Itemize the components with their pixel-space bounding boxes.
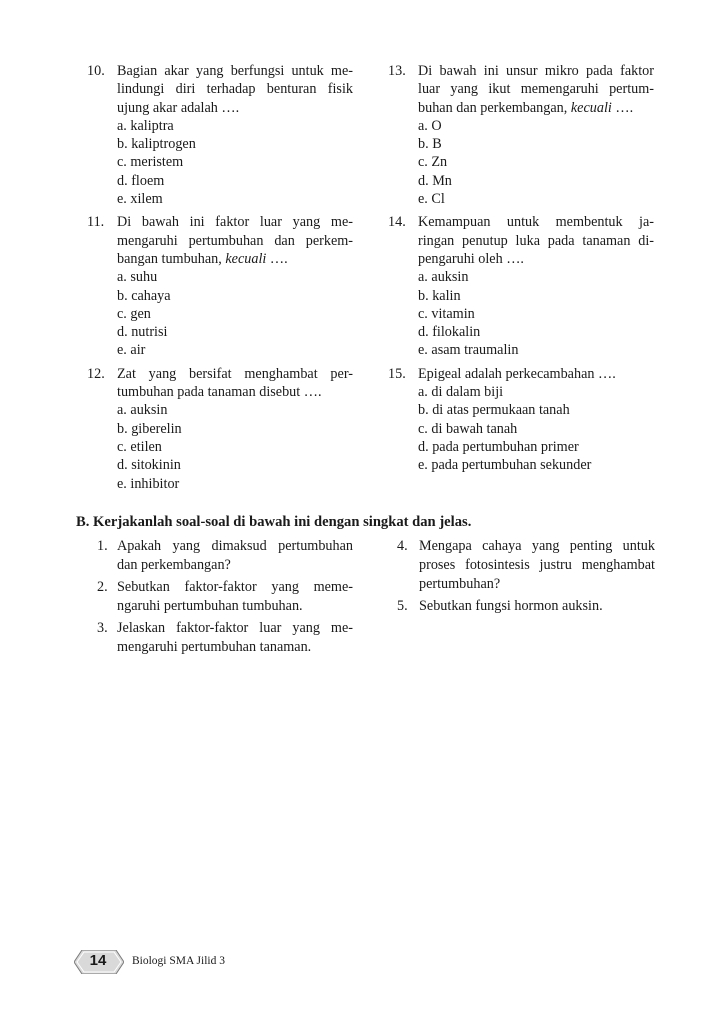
section-b-title: B. Kerjakanlah soal-soal di bawah ini dengan singkat dan jelas. [76, 514, 472, 530]
option: c. gen [117, 305, 151, 322]
option: a. auksin [117, 402, 168, 419]
options-list [418, 383, 654, 474]
question-stem: Jelaskan faktor-faktor luar yang me- mengaruhi pertumbuhan tanaman. [117, 620, 353, 655]
option: a. auksin [418, 269, 469, 286]
option: e. Cl [418, 191, 445, 208]
question-number: 12. [87, 365, 105, 382]
essay-left-column [97, 537, 353, 660]
option: b. di atas permukaan tanah [418, 402, 570, 419]
question-13 [388, 62, 654, 208]
essay-question-3 [97, 619, 353, 657]
question-number: 15. [388, 365, 406, 382]
options-list [418, 268, 654, 359]
question-number: 1. [97, 538, 108, 554]
option: e. pada pertumbuhan sekunder [418, 457, 592, 474]
option: b. B [418, 136, 442, 153]
options-list [117, 117, 353, 208]
option: a. di dalam biji [418, 384, 504, 401]
option: e. inhibitor [117, 475, 180, 492]
question-10 [87, 62, 353, 208]
page-number: 14 [89, 952, 107, 969]
option: b. kalin [418, 287, 461, 304]
options-list [418, 117, 654, 208]
option: a. kaliptra [117, 117, 174, 134]
question-stem: Di bawah ini faktor luar yang me- mengaruhi pertumbuhan dan perkem- bangan tumbuhan, kecuali …. [117, 214, 353, 267]
question-number: 14. [388, 214, 406, 231]
option: d. sitokinin [117, 457, 181, 474]
question-number: 5. [397, 598, 408, 614]
question-14 [388, 213, 654, 359]
option: b. kaliptrogen [117, 136, 196, 153]
essay-question-4 [397, 537, 655, 594]
questions-right-column [388, 62, 654, 480]
page-number-badge [74, 950, 124, 974]
question-number: 3. [97, 620, 108, 636]
question-stem: Kemampuan untuk membentuk ja- ringan penutup luka pada tanaman di- pengaruhi oleh …. [418, 214, 654, 267]
option: e. asam traumalin [418, 342, 519, 359]
question-number: 2. [97, 579, 108, 595]
essay-question-1 [97, 537, 353, 575]
option: d. filokalin [418, 324, 481, 341]
question-number: 13. [388, 63, 406, 79]
option: b. cahaya [117, 287, 171, 304]
question-number: 10. [87, 63, 105, 79]
option: b. giberelin [117, 420, 182, 437]
question-15 [388, 365, 654, 475]
options-list [117, 401, 353, 492]
question-stem: Epigeal adalah perkecambahan …. [418, 365, 616, 382]
question-12 [87, 365, 353, 493]
essay-question-2 [97, 578, 353, 616]
option: e. xilem [117, 191, 163, 208]
questions-left-column [87, 62, 353, 498]
question-11 [87, 213, 353, 359]
emphasis-word: kecuali [570, 99, 612, 116]
option: d. floem [117, 172, 165, 189]
option: d. Mn [418, 172, 452, 189]
emphasis-word: kecuali [225, 250, 267, 267]
option: c. etilen [117, 438, 162, 455]
option: d. pada pertumbuhan primer [418, 438, 579, 455]
question-stem: Sebutkan fungsi hormon auksin. [419, 598, 603, 614]
question-stem: Sebutkan faktor-faktor yang meme- ngaruhi pertumbuhan tumbuhan. [117, 579, 353, 614]
option: a. O [418, 117, 442, 134]
question-stem: Zat yang bersifat menghambat per- tumbuhan pada tanaman disebut …. [117, 365, 353, 401]
question-number: 4. [397, 538, 408, 554]
page-footer [74, 950, 314, 976]
option: c. Zn [418, 154, 448, 171]
question-stem: Apakah yang dimaksud pertumbuhan dan perkembangan? [117, 538, 353, 573]
option: a. suhu [117, 269, 158, 286]
question-stem: Bagian akar yang berfungsi untuk me- lindungi diri terhadap benturan fisik ujung akar adalah …. [117, 63, 353, 116]
question-stem: Mengapa cahaya yang penting untuk proses fotosintesis justru menghambat pertumbuhan? [419, 538, 655, 592]
essay-question-5 [397, 597, 655, 616]
question-number: 11. [87, 214, 105, 231]
options-list [117, 268, 353, 359]
option: c. vitamin [418, 305, 475, 322]
question-stem: Di bawah ini unsur mikro pada faktor luar yang ikut memengaruhi pertum- buhan dan perkembangan, kecuali …. [418, 63, 654, 116]
option: c. di bawah tanah [418, 420, 518, 437]
option: e. air [117, 342, 146, 359]
option: d. nutrisi [117, 324, 168, 341]
essay-right-column [397, 537, 655, 619]
option: c. meristem [117, 154, 184, 171]
book-title: Biologi SMA Jilid 3 [132, 955, 225, 967]
